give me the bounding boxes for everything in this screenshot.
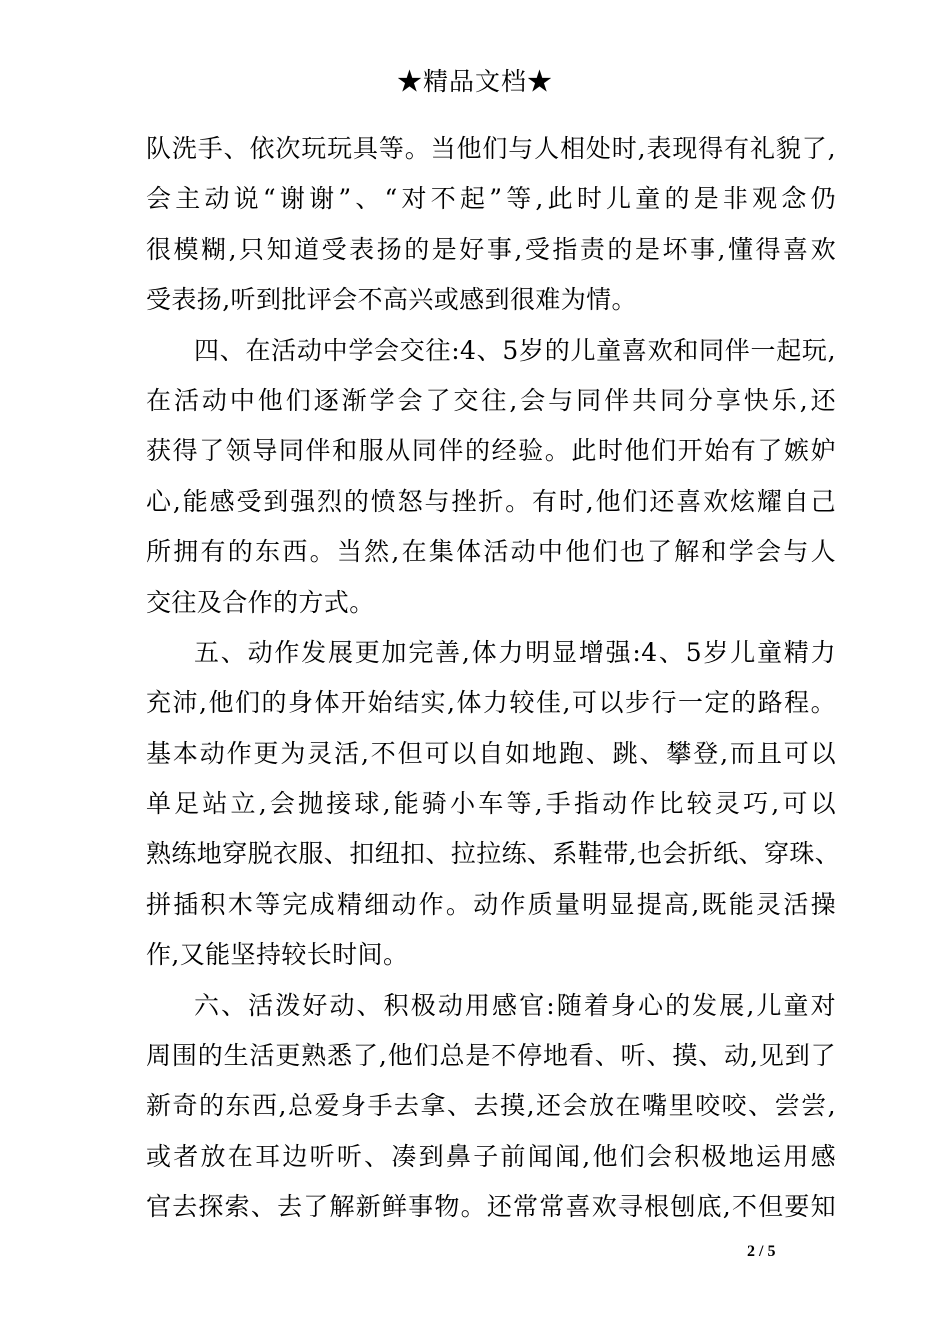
text-line: 基本动作更为灵活,不但可以自如地跑、跳、攀登,而且可以 (146, 738, 836, 768)
text-line: 或者放在耳边听听、凑到鼻子前闻闻,他们会积极地运用感 (146, 1141, 836, 1171)
page-header-title: ★精品文档★ (396, 67, 553, 96)
text-line: 周围的生活更熟悉了,他们总是不停地看、听、摸、动,见到了 (146, 1041, 836, 1071)
text-line: 五、动作发展更加完善,体力明显增强:4、5岁儿童精力 (194, 637, 836, 667)
text-line: 交往及合作的方式。 (146, 587, 375, 617)
document-body (146, 124, 841, 1233)
text-line: 新奇的东西,总爱身手去拿、去摸,还会放在嘴里咬咬、尝尝, (146, 1091, 836, 1121)
text-line: 六、活泼好动、积极动用感官:随着身心的发展,儿童对 (194, 990, 836, 1020)
text-line: 熟练地穿脱衣服、扣纽扣、拉拉练、系鞋带,也会折纸、穿珠、 (146, 839, 841, 869)
text-line: 队洗手、依次玩玩具等。当他们与人相处时,表现得有礼貌了, (146, 134, 836, 163)
text-line: 会主动说“谢谢”、“对不起”等,此时儿童的是非观念仍 (146, 184, 836, 214)
text-line: 所拥有的东西。当然,在集体活动中他们也了解和学会与人 (146, 537, 836, 567)
text-line: 在活动中他们逐渐学会了交往,会与同伴共同分享快乐,还 (146, 385, 836, 415)
text-line: 受表扬,听到批评会不高兴或感到很难为情。 (146, 285, 637, 315)
text-line: 很模糊,只知道受表扬的是好事,受指责的是坏事,懂得喜欢 (146, 234, 836, 264)
page-number: 2 / 5 (747, 1243, 776, 1260)
text-line: 官去探索、去了解新鲜事物。还常常喜欢寻根刨底,不但要知 (146, 1192, 836, 1222)
text-line: 心,能感受到强烈的愤怒与挫折。有时,他们还喜欢炫耀自己 (146, 486, 836, 516)
text-line: 单足站立,会抛接球,能骑小车等,手指动作比较灵巧,可以 (146, 789, 836, 819)
text-line: 四、在活动中学会交往:4、5岁的儿童喜欢和同伴一起玩, (194, 335, 836, 365)
text-line: 充沛,他们的身体开始结实,体力较佳,可以步行一定的路程。 (146, 688, 836, 718)
text-line: 拼插积木等完成精细动作。动作质量明显提高,既能灵活操 (146, 889, 836, 919)
text-line: 作,又能坚持较长时间。 (146, 940, 409, 970)
text-line: 获得了领导同伴和服从同伴的经验。此时他们开始有了嫉妒 (146, 436, 836, 466)
